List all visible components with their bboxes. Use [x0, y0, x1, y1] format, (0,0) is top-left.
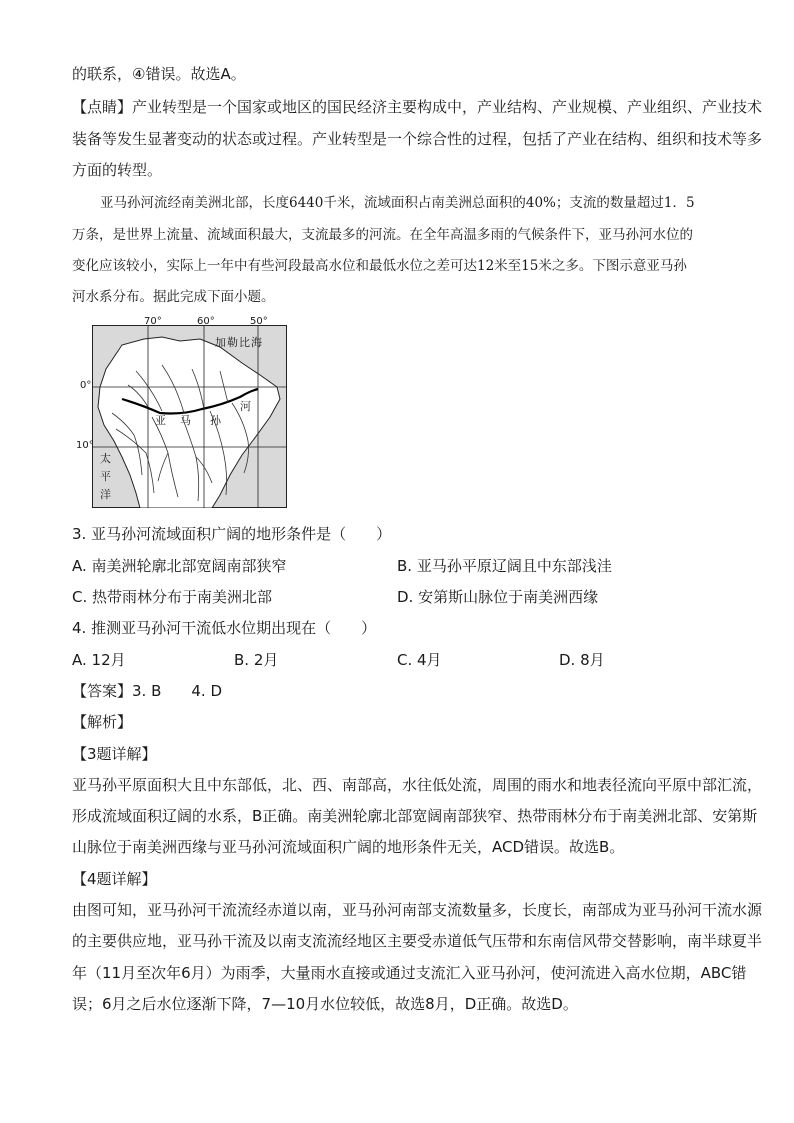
text-line: 形成流域面积辽阔的水系，B正确。南美洲轮廓北部宽阔南部狭窄、热带雨林分布于南美洲北部、安第斯	[72, 807, 758, 825]
river-label-char: 孙	[210, 414, 221, 427]
pacific-label-char: 洋	[100, 488, 111, 501]
answer-line	[72, 681, 222, 701]
text-line: 由图可知，亚马孙河干流流经赤道以南，亚马孙河南部支流数量多，长度长，南部成为亚马孙河干流水源	[72, 901, 763, 919]
text-line: 误；6月之后水位逐渐下降，7—10月水位较低，故选8月，D正确。故选D。	[72, 995, 578, 1013]
text-line: 山脉位于南美洲西缘与亚马孙河流域面积广阔的地形条件无关，ACD错误。故选B。	[72, 838, 625, 856]
intro-line: 万条，是世界上流量、流域面积最大，支流最多的河流。在全年高温多雨的气候条件下，亚马孙河水位的	[72, 227, 693, 243]
detail-4-tag: 【4题详解】	[72, 870, 157, 888]
option-3d: D. 安第斯山脉位于南美洲西缘	[397, 588, 599, 606]
option-3a: A. 南美洲轮廓北部宽阔南部狭窄	[72, 557, 287, 575]
text-line: 年（11月至次年6月）为雨季，大量雨水直接或通过支流汇入亚马孙河，使河流进入高水位期，ABC错	[72, 964, 747, 982]
question-3: 3. 亚马孙河流域面积广阔的地形条件是（ ）	[72, 525, 392, 543]
longitude-label-50: 50°	[250, 316, 268, 327]
river-label-char: 河	[240, 400, 251, 413]
latitude-label-0: 0°	[80, 380, 92, 391]
intro-line: 亚马孙河流经南美洲北部，长度6440千米，流域面积占南美洲总面积的40%；支流的数量超过1．5	[100, 195, 695, 211]
longitude-label-70: 70°	[144, 316, 162, 327]
option-4a: A. 12月	[72, 651, 126, 669]
analysis-tag: 【解析】	[72, 713, 133, 731]
text-line: 的主要供应地，亚马孙干流及以南支流流经地区主要受赤道低气压带和东南信风带交替影响，南半球夏半	[72, 932, 763, 950]
detail-3-tag: 【3题详解】	[72, 745, 157, 763]
option-4b: B. 2月	[234, 651, 279, 669]
option-4d: D. 8月	[559, 651, 605, 669]
river-label-char: 亚	[155, 414, 166, 427]
text-line: 装备等发生显著变动的状态或过程。产业转型是一个综合性的过程，包括了产业在结构、组织和技术等多	[72, 130, 763, 148]
intro-line: 河水系分布。据此完成下面小题。	[72, 289, 275, 305]
key-point-paragraph	[72, 97, 762, 117]
caribbean-sea-label: 加勒比海	[215, 336, 263, 349]
text-line: 方面的转型。	[72, 161, 163, 179]
pacific-label-char: 平	[100, 470, 111, 483]
option-3b: B. 亚马孙平原辽阔且中东部浅洼	[397, 557, 612, 575]
answer-text: 3. B 4. D	[132, 682, 223, 700]
answer-tag: 【答案】	[72, 682, 133, 700]
text-line: 亚马孙平原面积大且中东部低，北、西、南部高，水往低处流，周围的雨水和地表径流向平原中部汇流，	[72, 776, 763, 794]
option-4c: C. 4月	[397, 651, 442, 669]
longitude-label-60: 60°	[197, 316, 215, 327]
question-4: 4. 推测亚马孙河干流低水位期出现在（ ）	[72, 619, 377, 637]
pacific-label-char: 太	[100, 452, 111, 465]
option-3c: C. 热带雨林分布于南美洲北部	[72, 588, 273, 606]
river-label-char: 马	[180, 414, 191, 427]
text-line: 的联系，④错误。故选A。	[72, 65, 246, 83]
key-point-tag: 【点睛】	[72, 98, 133, 116]
text-line: 产业转型是一个国家或地区的国民经济主要构成中，产业结构、产业规模、产业组织、产业技术	[132, 98, 763, 116]
latitude-label-10: 10°	[76, 440, 94, 451]
intro-line: 变化应该较小，实际上一年中有些河段最高水位和最低水位之差可达12米至15米之多。下图示意亚马孙	[72, 258, 687, 274]
